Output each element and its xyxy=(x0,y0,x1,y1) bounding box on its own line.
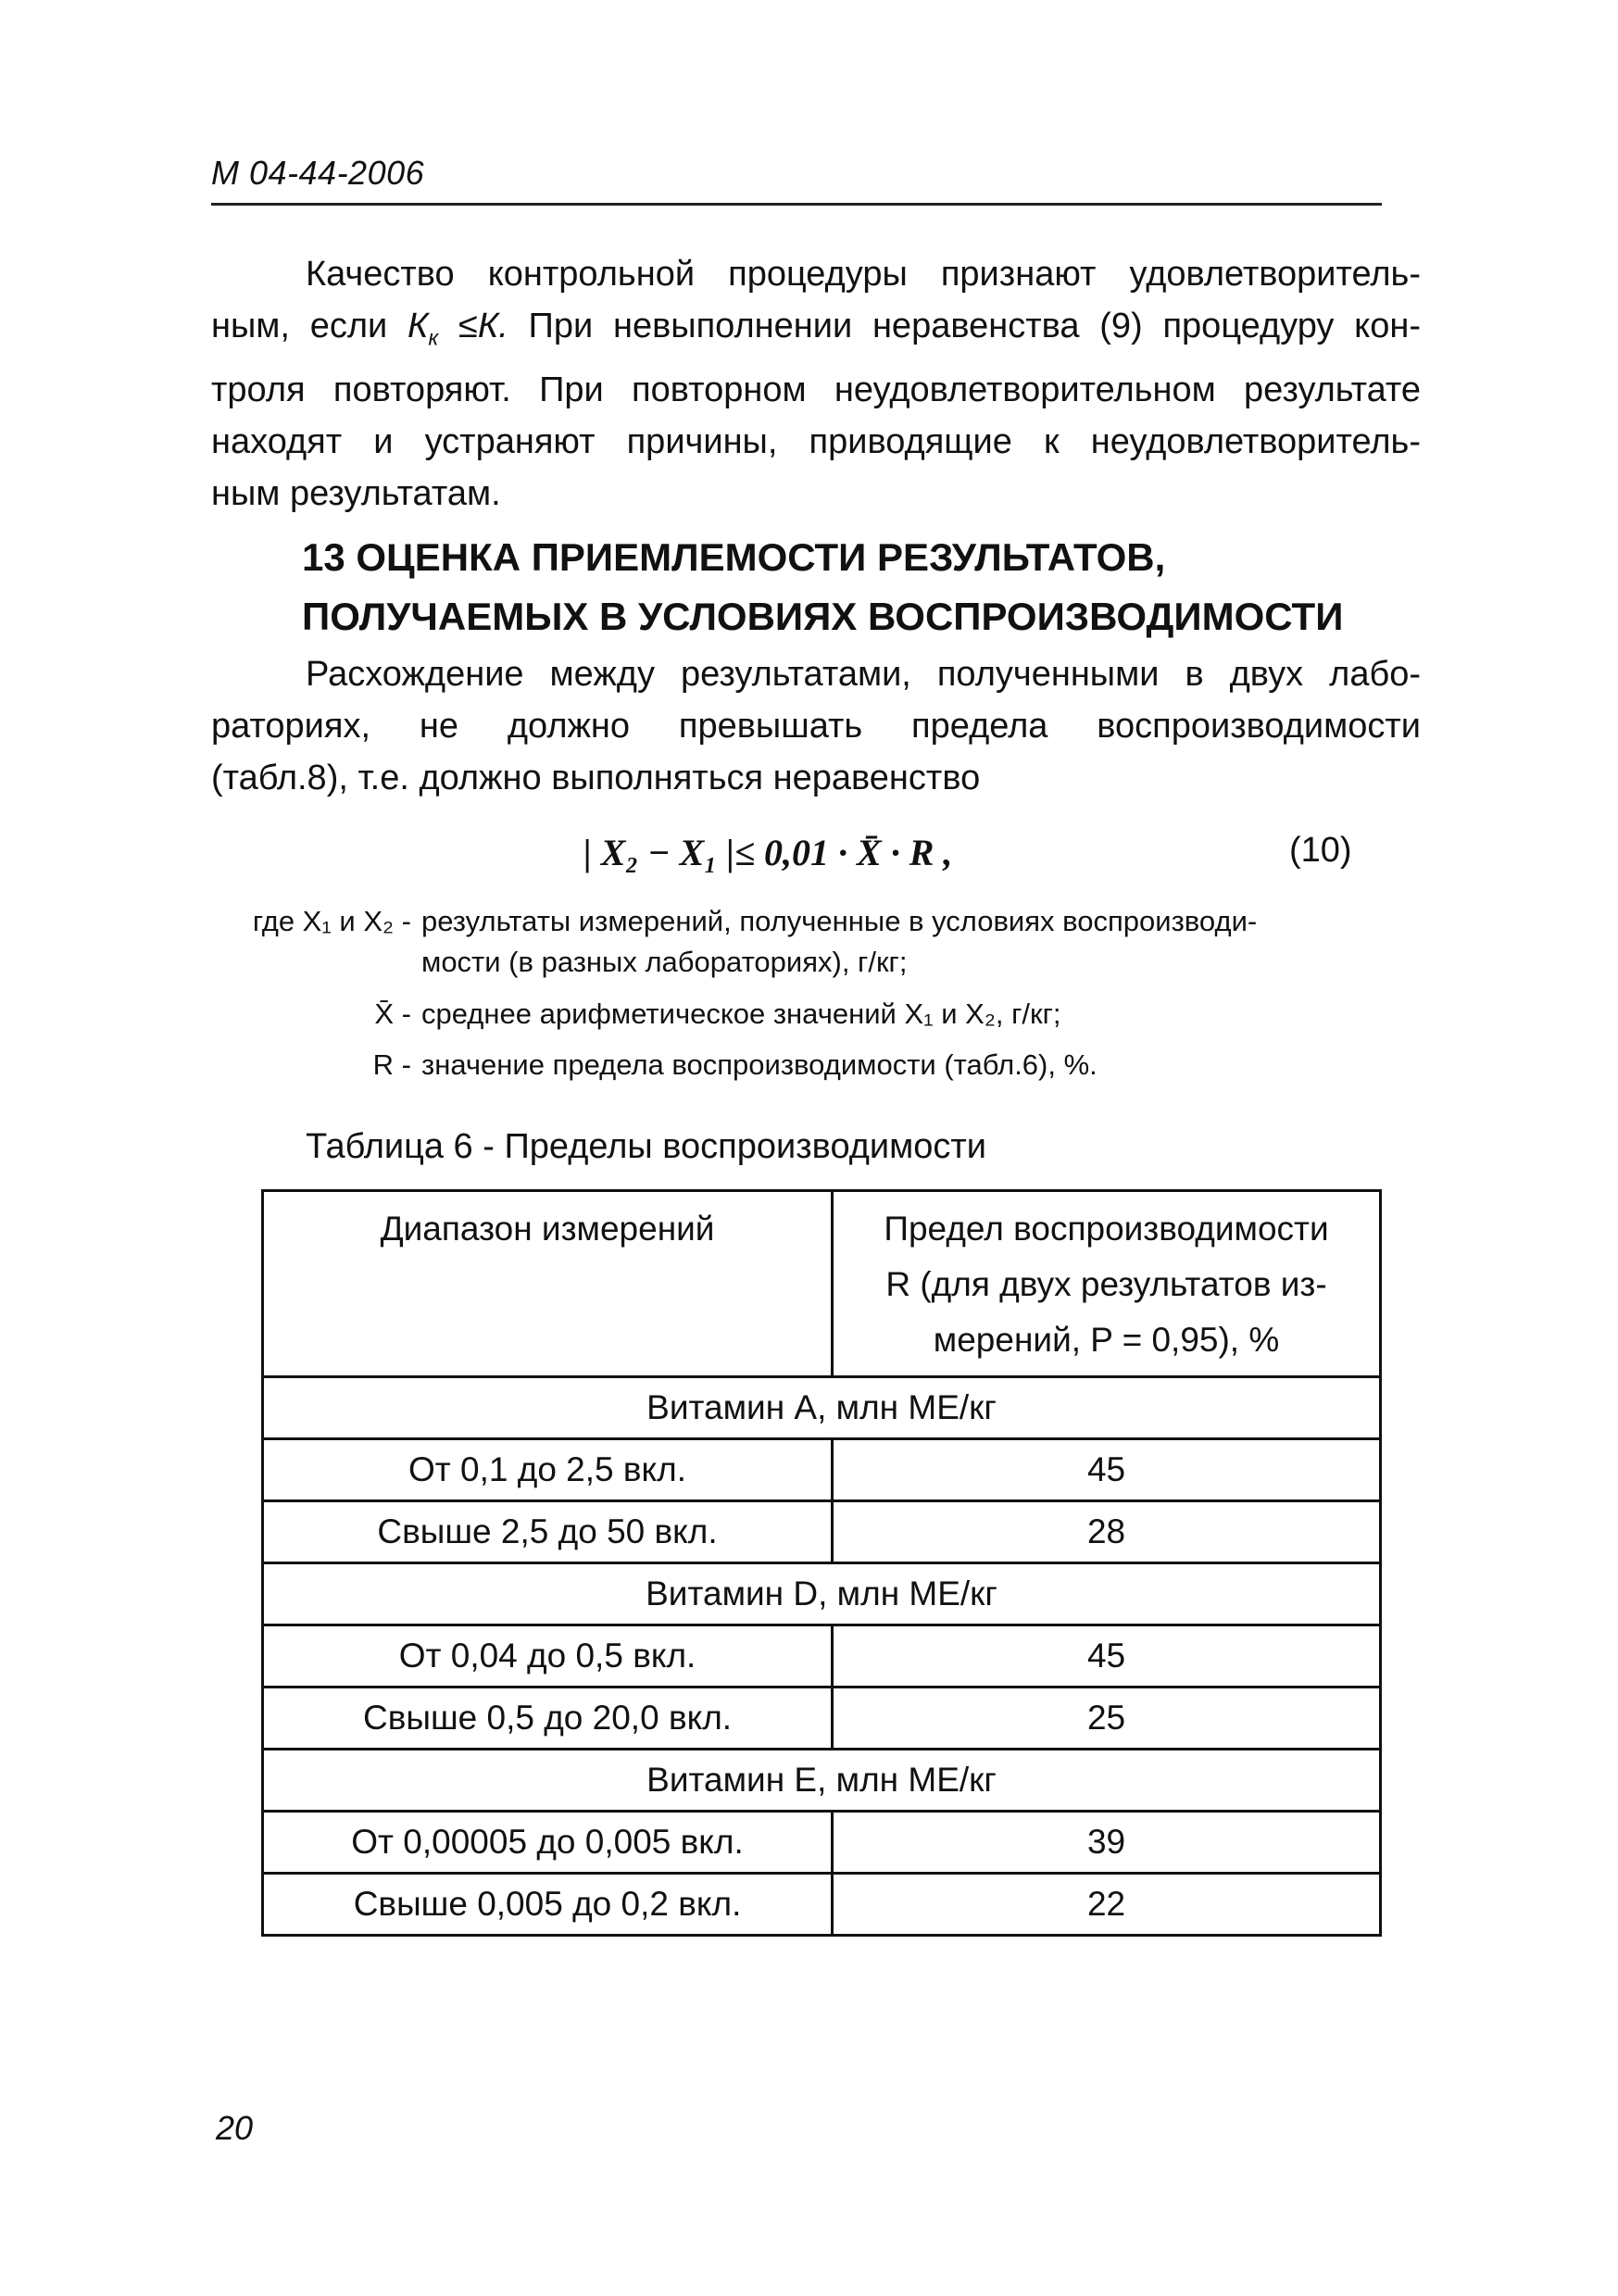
group-title: Витамин Е, млн МЕ/кг xyxy=(263,1750,1381,1812)
para2-line-2: раториях, не должно превышать предела воспроизводимости xyxy=(211,707,1421,746)
intro-line-2-pre: ным, если xyxy=(211,307,408,345)
value-cell: 28 xyxy=(833,1501,1381,1563)
value-cell: 45 xyxy=(833,1439,1381,1501)
formula-10: | X₂ − X₁ |≤ 0,01 · X̄ · R , xyxy=(583,832,953,873)
para2-line-1: Расхождение между результатами, полученными в двух лабо- xyxy=(306,655,1421,694)
range-cell: От 0,04 до 0,5 вкл. xyxy=(263,1625,833,1687)
value-cell: 25 xyxy=(833,1687,1381,1750)
table-row xyxy=(263,1439,1381,1501)
group-row xyxy=(263,1750,1381,1812)
range-cell: Свыше 0,005 до 0,2 вкл. xyxy=(263,1874,833,1936)
col-header-limit-line-2: R (для двух результатов из- xyxy=(885,1265,1327,1303)
reproducibility-table xyxy=(261,1189,1382,1937)
intro-paragraph xyxy=(211,248,1421,520)
definition-text: значение предела воспроизводимости (табл.6), %. xyxy=(421,1048,1097,1081)
k-subscript: к xyxy=(428,325,439,350)
intro-line-5: ным результатам. xyxy=(211,473,501,513)
value-cell: 22 xyxy=(833,1874,1381,1936)
header-rule xyxy=(211,203,1382,206)
table-header-row xyxy=(263,1191,1381,1377)
page-number: 20 xyxy=(216,2109,254,2147)
table-row xyxy=(263,1874,1381,1936)
value-cell: 39 xyxy=(833,1812,1381,1874)
group-title: Витамин А, млн МЕ/кг xyxy=(263,1377,1381,1439)
col-header-limit-line-3: мерений, P = 0,95), % xyxy=(933,1321,1280,1359)
le-sign: ≤ xyxy=(438,307,478,345)
section-title-line-1: 13 ОЦЕНКА ПРИЕМЛЕМОСТИ РЕЗУЛЬТАТОВ, xyxy=(302,535,1166,579)
document-code: М 04-44-2006 xyxy=(211,154,425,192)
section-title-line-2: ПОЛУЧАЕМЫХ В УСЛОВИЯХ ВОСПРОИЗВОДИМОСТИ xyxy=(302,595,1344,638)
range-cell: От 0,1 до 2,5 вкл. xyxy=(263,1439,833,1501)
reproducibility-paragraph xyxy=(211,648,1421,804)
k-symbol-2: К. xyxy=(477,307,508,345)
intro-line-2 xyxy=(211,300,1421,364)
range-cell: От 0,00005 до 0,005 вкл. xyxy=(263,1812,833,1874)
col-header-limit xyxy=(833,1191,1381,1377)
definition-text: среднее арифметическое значений X₁ и X₂, г/кг; xyxy=(421,997,1061,1030)
intro-line-3: троля повторяют. При повторном неудовлетворительном результате xyxy=(211,370,1421,409)
definition-text xyxy=(421,901,1422,983)
value-cell: 45 xyxy=(833,1625,1381,1687)
range-cell: Свыше 2,5 до 50 вкл. xyxy=(263,1501,833,1563)
intro-line-4: находят и устраняют причины, приводящие к неудовлетворитель- xyxy=(211,421,1421,461)
table-caption: Таблица 6 - Пределы воспроизводимости xyxy=(306,1127,987,1166)
col-header-limit-line-1: Предел воспроизводимости xyxy=(884,1210,1329,1248)
section-title xyxy=(302,528,1343,646)
definition-symbol: где X₁ и X₂ - xyxy=(252,905,411,937)
table-row xyxy=(263,1625,1381,1687)
k-symbol: К xyxy=(408,307,429,345)
group-title: Витамин D, млн МЕ/кг xyxy=(263,1563,1381,1625)
col-header-range: Диапазон измерений xyxy=(263,1191,833,1377)
definition-text-line-1: результаты измерений, полученные в условиях воспроизводи- xyxy=(421,905,1258,937)
definition-symbol: R - xyxy=(372,1048,411,1081)
table-row xyxy=(263,1812,1381,1874)
intro-line-2-post: При невыполнении неравенства (9) процедуру кон- xyxy=(508,307,1421,345)
intro-line-1: Качество контрольной процедуры признают удовлетворитель- xyxy=(306,255,1421,294)
range-cell: Свыше 0,5 до 20,0 вкл. xyxy=(263,1687,833,1750)
group-row xyxy=(263,1377,1381,1439)
table-row xyxy=(263,1687,1381,1750)
group-row xyxy=(263,1563,1381,1625)
definition-symbol: X̄ - xyxy=(374,997,411,1030)
definition-text-line-2: мости (в разных лабораториях), г/кг; xyxy=(421,946,908,978)
table-row xyxy=(263,1501,1381,1563)
para2-line-3: (табл.8), т.е. должно выполняться неравенство xyxy=(211,759,981,797)
formula-number: (10) xyxy=(1289,831,1352,870)
